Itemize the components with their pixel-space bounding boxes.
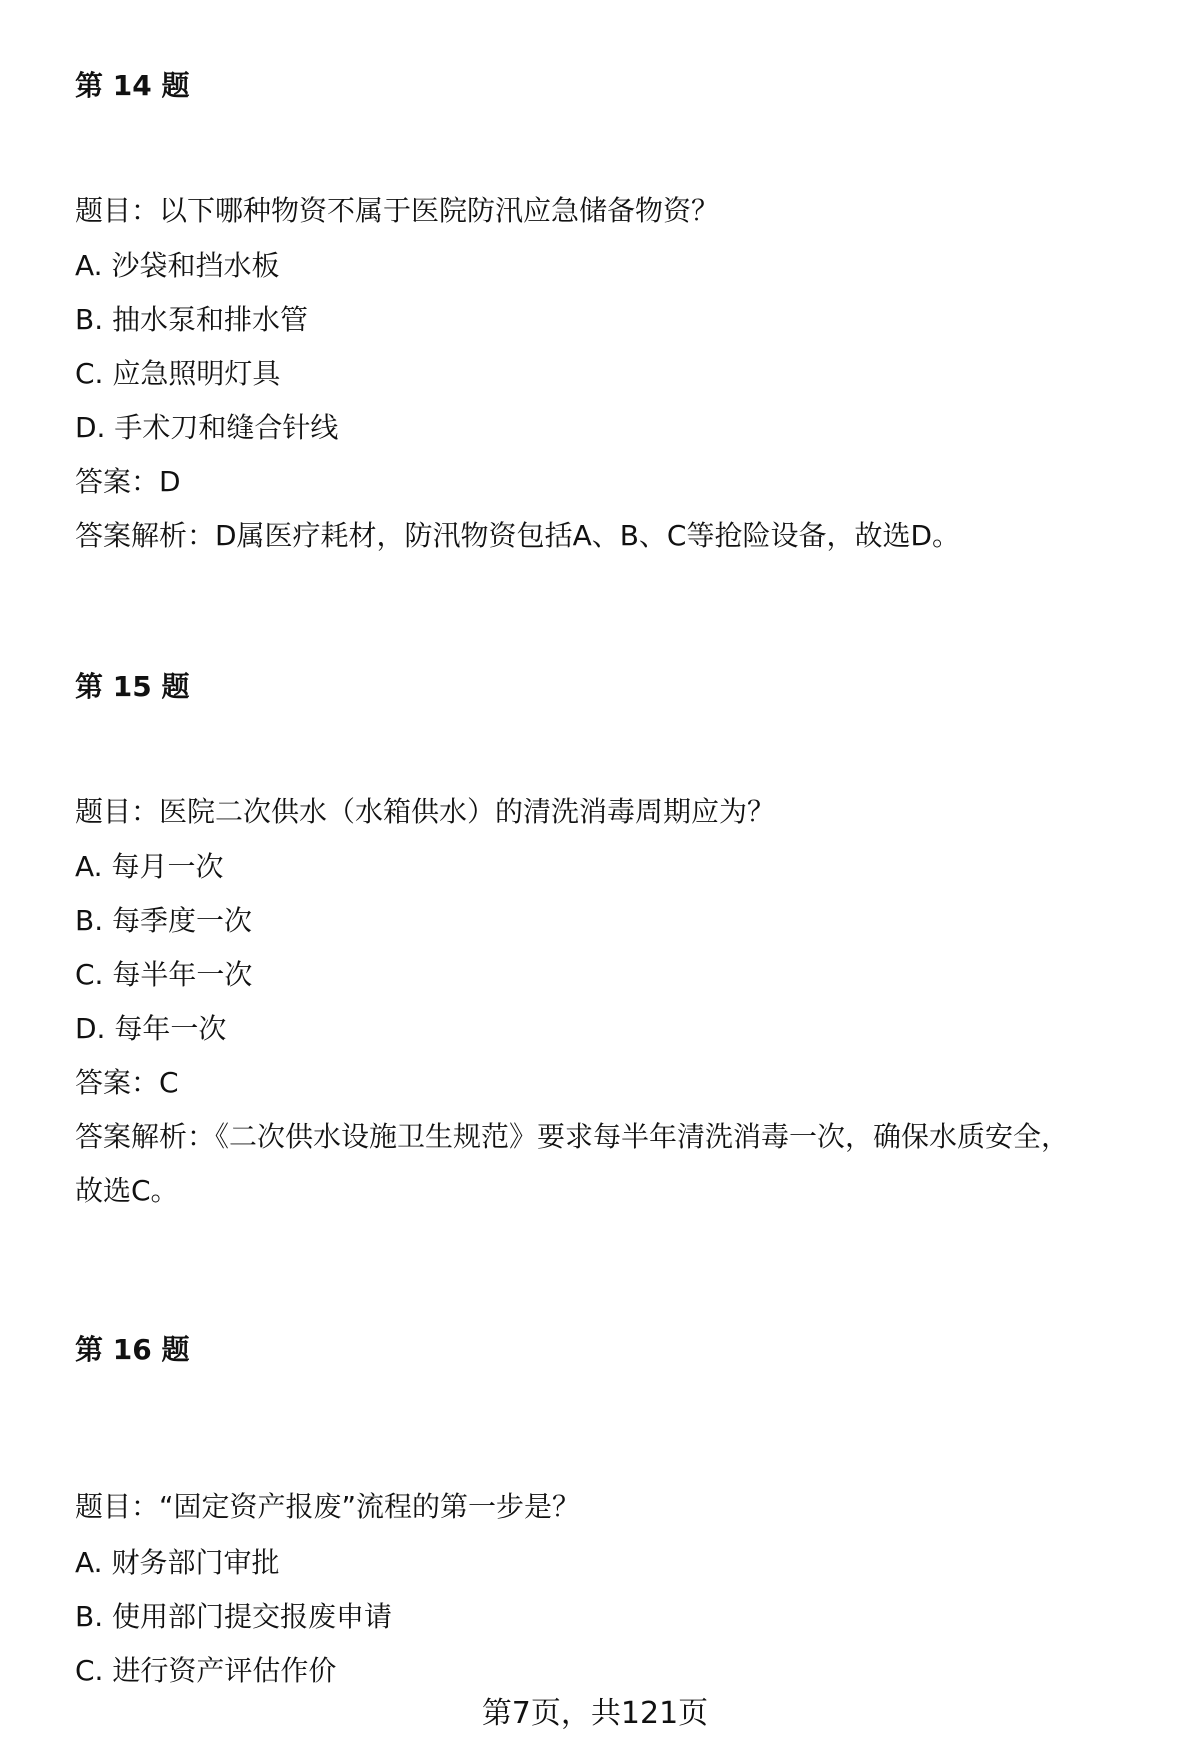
answer-text: 答案：D [75, 465, 181, 498]
option-b: B. 使用部门提交报废申请 [75, 1600, 393, 1633]
question-text: 题目：“固定资产报废”流程的第一步是？ [75, 1490, 581, 1523]
option-c: C. 应急照明灯具 [75, 357, 281, 390]
question-heading: 第 15 题 [75, 670, 190, 703]
page-number: 第7页，共121页 [481, 1696, 709, 1731]
option-d: D. 手术刀和缝合针线 [75, 411, 339, 444]
question-heading: 第 14 题 [75, 69, 190, 102]
option-b: B. 每季度一次 [75, 904, 253, 937]
option-d: D. 每年一次 [75, 1012, 227, 1045]
option-a: A. 每月一次 [75, 850, 224, 883]
answer-analysis-continued: 故选C。 [75, 1174, 179, 1207]
option-a: A. 财务部门审批 [75, 1546, 280, 1579]
question-text: 题目：以下哪种物资不属于医院防汛应急储备物资？ [75, 194, 720, 227]
option-c: C. 进行资产评估作价 [75, 1654, 337, 1687]
answer-analysis: 答案解析：《二次供水设施卫生规范》要求每半年清洗消毒一次，确保水质安全， [75, 1120, 1070, 1153]
question-heading: 第 16 题 [75, 1333, 190, 1366]
question-text: 题目：医院二次供水（水箱供水）的清洗消毒周期应为？ [75, 795, 776, 828]
option-c: C. 每半年一次 [75, 958, 253, 991]
option-a: A. 沙袋和挡水板 [75, 249, 280, 282]
option-b: B. 抽水泵和排水管 [75, 303, 309, 336]
answer-analysis: 答案解析：D属医疗耗材，防汛物资包括A、B、C等抢险设备，故选D。 [75, 519, 961, 552]
answer-text: 答案：C [75, 1066, 179, 1099]
